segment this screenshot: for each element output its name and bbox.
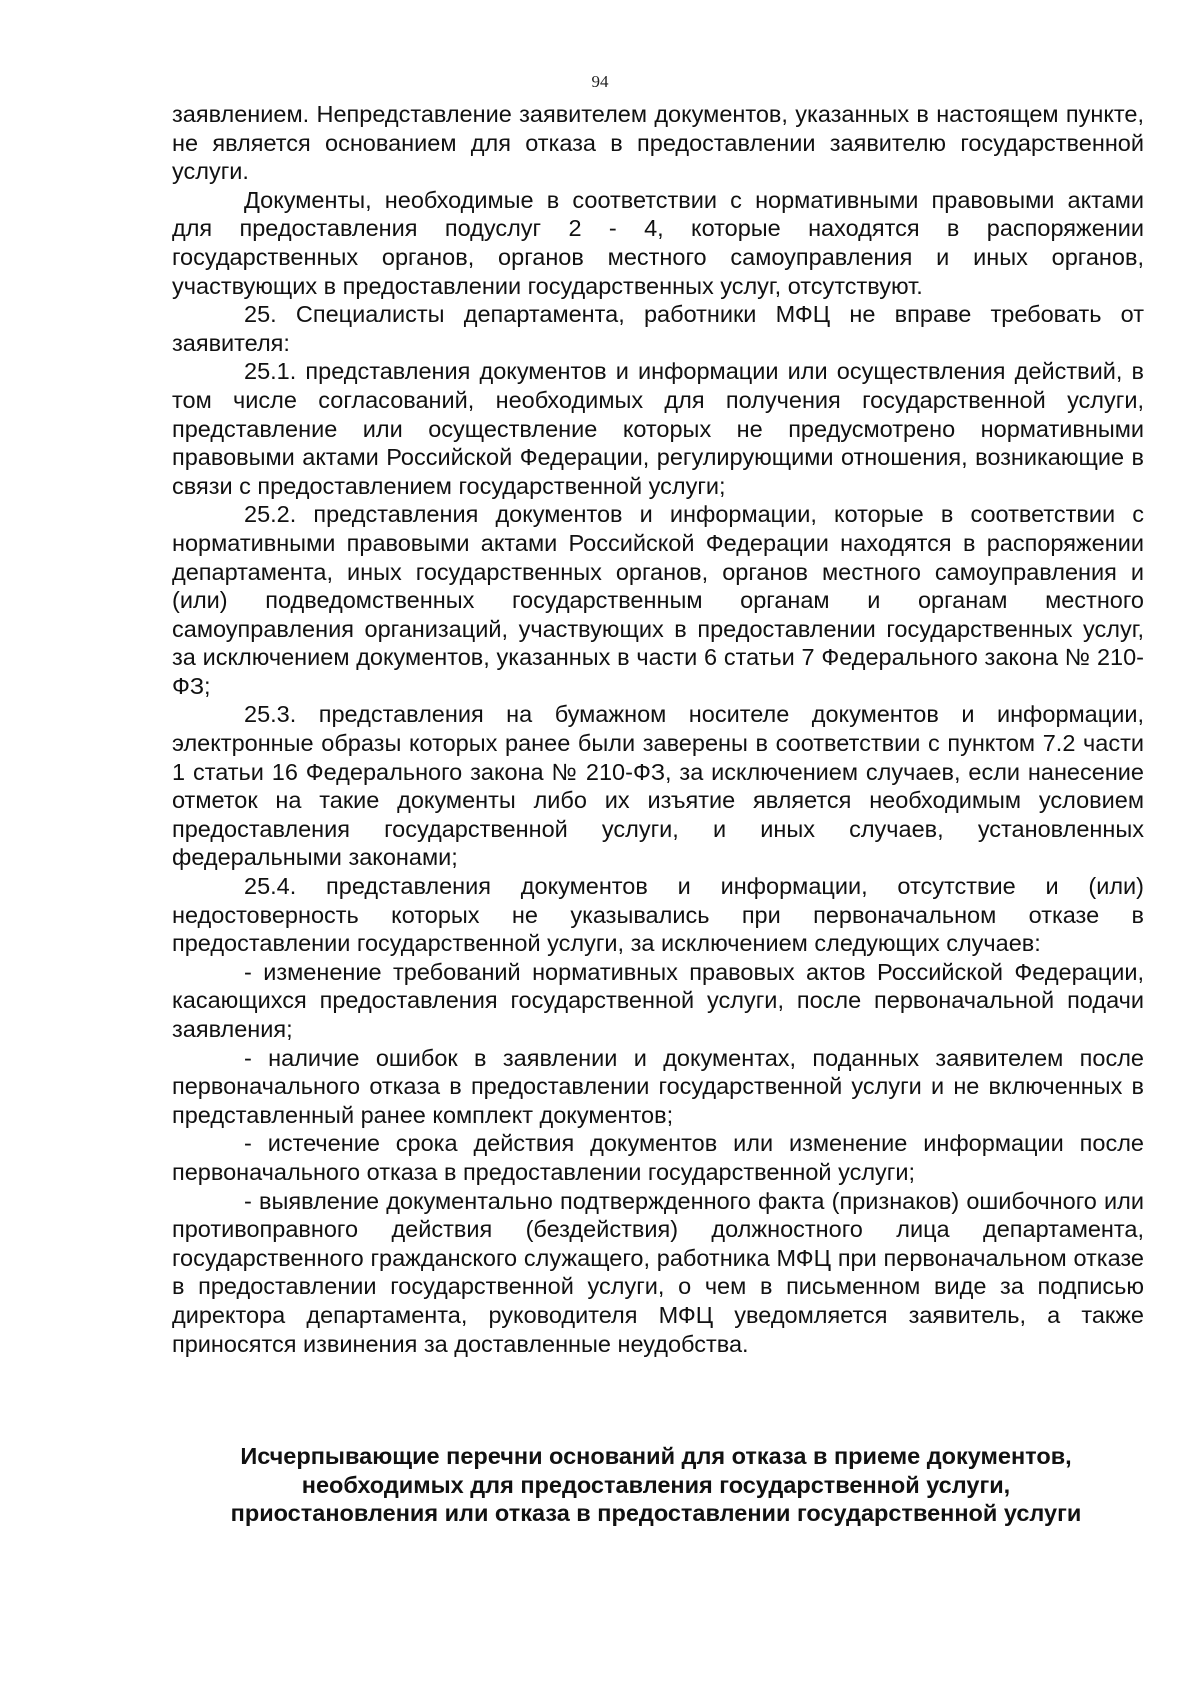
section-heading-line-2: необходимых для предоставления государственной услуги, [301, 1471, 1011, 1498]
paragraph-item-25: 25. Специалисты департамента, работники МФЦ не вправе требовать от заявителя: [172, 301, 1144, 356]
list-item-unlawful-action: - выявление документально подтвержденного факта (признаков) ошибочного или противоправного действия (бездействия) должностного лица департамента, государственного гражданского служащего, работника МФЦ при первоначальном отказе в предоставлении государственной услуги, о чем в письменном виде за подписью директора департамента, руководителя МФЦ уведомляется заявитель, а также приносятся извинения за доставленные неудобства. [172, 1187, 1144, 1357]
list-item-errors-in-application: - наличие ошибок в заявлении и документах, поданных заявителем после первоначального отказа в предоставлении государственной услуги и не включенных в представленный ранее комплект документов; [172, 1044, 1144, 1128]
list-item-document-expiry: - истечение срока действия документов или изменение информации после первоначального отказа в предоставлении государственной услуги; [172, 1130, 1144, 1185]
paragraph-item-25-3: 25.3. представления на бумажном носителе документов и информации, электронные образы которых ранее были заверены в соответствии с пунктом 7.2 части 1 статьи 16 Федерального закона № 210-ФЗ, за исключением случаев, если нанесение отметок на такие документы либо их изъятие является необходимым условием предоставления государственной услуги, и иных случаев, установленных федеральными законами; [172, 701, 1144, 871]
paragraph-item-25-1: 25.1. представления документов и информации или осуществления действий, в том числе согласований, необходимых для получения государственной услуги, представление или осуществление которых не предусмотрено нормативными правовыми актами Российской Федерации, регулирующими отношения, возникающие в связи с предоставлением государственной услуги; [172, 358, 1144, 499]
list-item-requirements-change: - изменение требований нормативных правовых актов Российской Федерации, касающихся предоставления государственной услуги, после первоначальной подачи заявления; [172, 958, 1144, 1042]
document-body [172, 100, 1144, 1358]
paragraph-documents-subservices: Документы, необходимые в соответствии с нормативными правовыми актами для предоставления подуслуг 2 - 4, которые находятся в распоряжении государственных органов, органов местного самоуправления и иных органов, участвующих в предоставлении государственных услуг, отсутствуют. [172, 186, 1144, 299]
paragraph-item-25-2: 25.2. представления документов и информации, которые в соответствии с нормативными правовыми актами Российской Федерации находятся в распоряжении департамента, иных государственных органов, органов местного самоуправления и (или) подведомственных государственным органам и органам местного самоуправления организаций, участвующих в предоставлении государственных услуг, за исключением документов, указанных в части 6 статьи 7 Федерального закона № 210-ФЗ; [172, 501, 1144, 699]
section-heading-line-3: приостановления или отказа в предоставлении государственной услуги [230, 1500, 1082, 1527]
section-heading [160, 1442, 1152, 1528]
page-number: 94 [591, 72, 609, 91]
paragraph-item-25-4: 25.4. представления документов и информации, отсутствие и (или) недостоверность которых не указывались при первоначальном отказе в предоставлении государственной услуги, за исключением следующих случаев: [172, 873, 1144, 957]
section-heading-line-1: Исчерпывающие перечни оснований для отказа в приеме документов, [240, 1443, 1072, 1469]
paragraph-continuation: заявлением. Непредставление заявителем документов, указанных в настоящем пункте, не является основанием для отказа в предоставлении заявителю государственной услуги. [172, 101, 1144, 185]
